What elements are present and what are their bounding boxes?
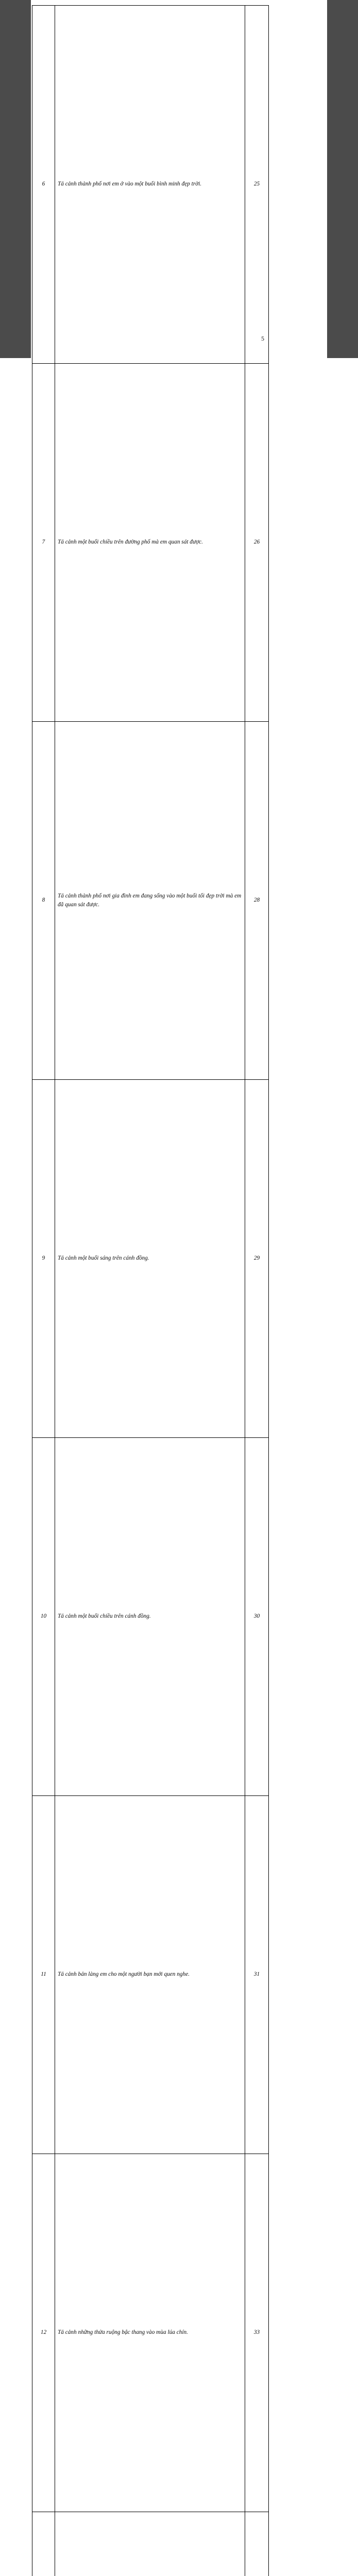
- page-folio: 5: [32, 335, 264, 343]
- row-number: 10: [32, 1438, 55, 1796]
- table-of-contents: [32, 5, 264, 2576]
- table-row: [32, 1438, 269, 1796]
- row-number: 8: [32, 722, 55, 1080]
- row-page: 30: [245, 1438, 269, 1796]
- row-page: 26: [245, 364, 269, 722]
- row-page: 31: [245, 1796, 269, 2154]
- row-title: [55, 2512, 245, 2576]
- row-page: [245, 2512, 269, 2576]
- row-page: 33: [245, 2154, 269, 2512]
- row-number: [32, 2512, 55, 2576]
- row-number: 7: [32, 364, 55, 722]
- table-row: [32, 722, 269, 1080]
- document-page: [0, 0, 358, 358]
- row-title: Tả cảnh một buổi chiều trên đường phố mà em quan sát được.: [55, 364, 245, 722]
- table-row: [32, 2154, 269, 2512]
- toc-table: [32, 5, 269, 2576]
- row-title: Tả cảnh thành phố nơi em ở vào một buổi bình minh đẹp trời.: [55, 6, 245, 364]
- row-title: Tả cảnh bản làng em cho một người bạn mới quen nghe.: [55, 1796, 245, 2154]
- row-number: 12: [32, 2154, 55, 2512]
- row-title: Tả cảnh thành phố nơi gia đình em đang sống vào một buổi tối đẹp trời mà em đã quan sát được.: [55, 722, 245, 1080]
- table-row: [32, 1080, 269, 1438]
- page-gutter-right: [327, 0, 358, 358]
- table-row: [32, 2512, 269, 2576]
- toc-body: [32, 6, 269, 2576]
- row-number: 11: [32, 1796, 55, 2154]
- row-number: 6: [32, 6, 55, 364]
- table-row: [32, 6, 269, 364]
- row-page: 28: [245, 722, 269, 1080]
- row-title: Tả cảnh những thửa ruộng bậc thang vào mùa lúa chín.: [55, 2154, 245, 2512]
- row-number: 9: [32, 1080, 55, 1438]
- row-title: Tả cảnh một buổi chiều trên cánh đồng.: [55, 1438, 245, 1796]
- table-row: [32, 364, 269, 722]
- row-title: Tả cảnh một buổi sáng trên cánh đồng.: [55, 1080, 245, 1438]
- row-page: 25: [245, 6, 269, 364]
- page-gutter-left: [0, 0, 31, 358]
- table-row: [32, 1796, 269, 2154]
- row-page: 29: [245, 1080, 269, 1438]
